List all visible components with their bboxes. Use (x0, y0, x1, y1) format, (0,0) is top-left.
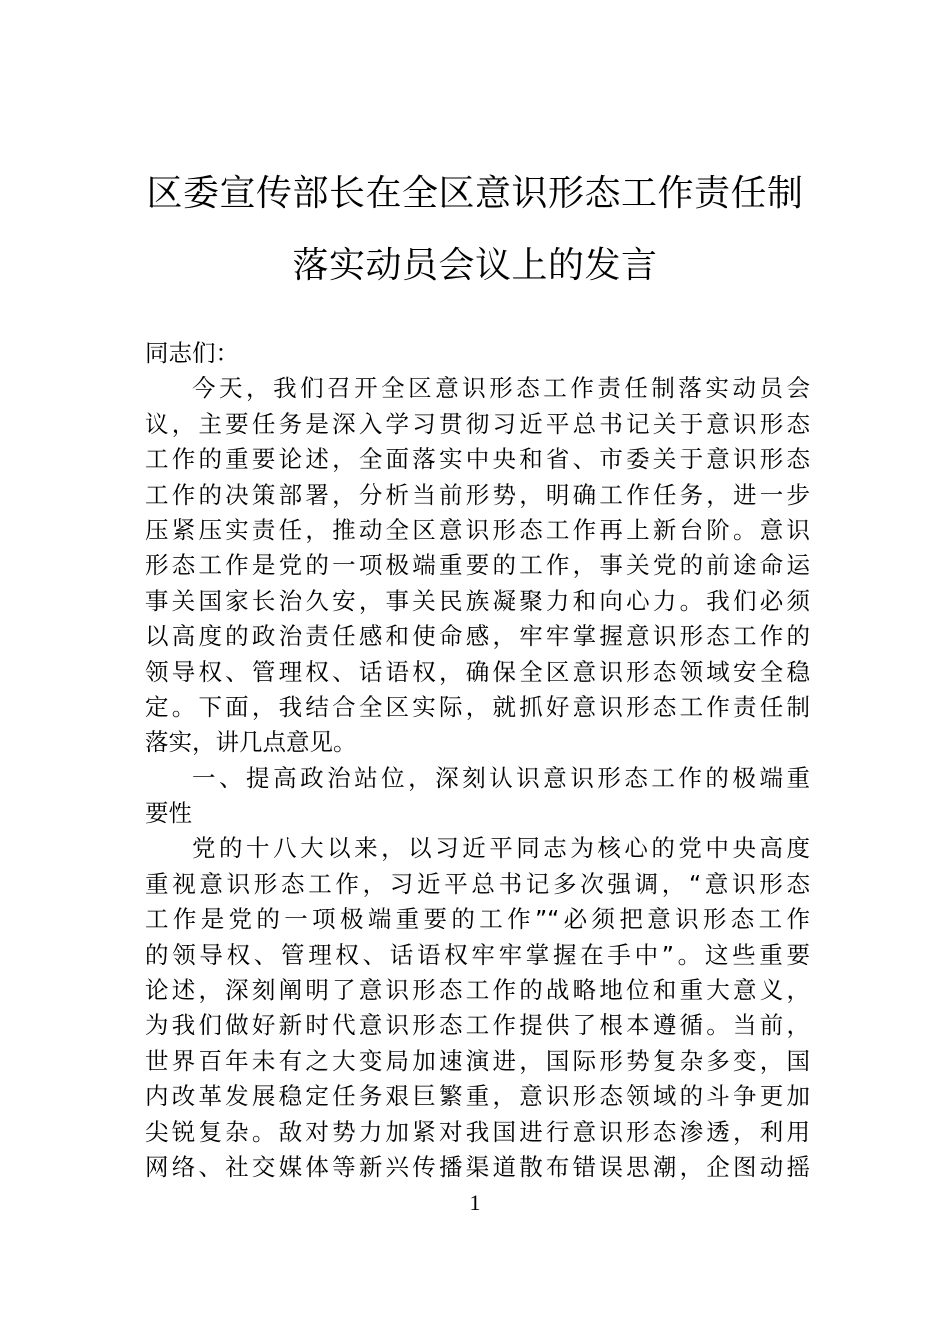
page-number: 1 (469, 1190, 481, 1215)
paragraph-line: 为我们做好新时代意识形态工作提供了根本遵循。当前， (145, 1011, 810, 1040)
paragraph-line: 工作的重要论述，全面落实中央和省、市委关于意识形态 (145, 445, 810, 474)
paragraph-line: 事关国家长治久安，事关民族凝聚力和向心力。我们必须 (145, 586, 810, 615)
paragraph-line: 今天，我们召开全区意识形态工作责任制落实动员会 (192, 374, 810, 403)
paragraph-line: 的领导权、管理权、话语权牢牢掌握在手中”。这些重要 (145, 940, 810, 969)
paragraph-line: 工作的决策部署，分析当前形势，明确工作任务，进一步 (145, 480, 810, 509)
document-title-line-2: 落实动员会议上的发言 (292, 245, 658, 286)
paragraph-line: 以高度的政治责任感和使命感，牢牢掌握意识形态工作的 (145, 622, 810, 651)
paragraph-line: 议，主要任务是深入学习贯彻习近平总书记关于意识形态 (145, 409, 810, 438)
paragraph-line: 形态工作是党的一项极端重要的工作，事关党的前途命运 (145, 551, 810, 580)
paragraph-line: 尖锐复杂。敌对势力加紧对我国进行意识形态渗透，利用 (145, 1117, 810, 1146)
paragraph-line: 领导权、管理权、话语权，确保全区意识形态领域安全稳 (145, 657, 810, 686)
document-title-line-1: 区委宣传部长在全区意识形态工作责任制 (146, 173, 804, 214)
paragraph-line: 党的十八大以来，以习近平同志为核心的党中央高度 (192, 834, 810, 863)
paragraph-line: 落实，讲几点意见。 (145, 728, 357, 757)
document-body (145, 336, 810, 1185)
paragraph-line: 重视意识形态工作，习近平总书记多次强调，“意识形态 (145, 869, 810, 898)
paragraph-line: 压紧压实责任，推动全区意识形态工作再上新台阶。意识 (145, 515, 810, 544)
paragraph-line: 内改革发展稳定任务艰巨繁重，意识形态领域的斗争更加 (145, 1082, 810, 1111)
paragraph-line: 工作是党的一项极端重要的工作”“必须把意识形态工作 (145, 905, 810, 934)
salutation: 同志们： (145, 339, 239, 367)
paragraph-line: 论述，深刻阐明了意识形态工作的战略地位和重大意义， (145, 976, 810, 1005)
paragraph-line: 网络、社交媒体等新兴传播渠道散布错误思潮，企图动摇 (145, 1152, 810, 1181)
section-heading-line: 要性 (145, 799, 192, 828)
paragraph-line: 定。下面，我结合全区实际，就抓好意识形态工作责任制 (145, 692, 810, 721)
paragraph-line: 世界百年未有之大变局加速演进，国际形势复杂多变，国 (145, 1046, 810, 1075)
section-heading-line: 一、提高政治站位，深刻认识意识形态工作的极端重 (192, 763, 810, 792)
